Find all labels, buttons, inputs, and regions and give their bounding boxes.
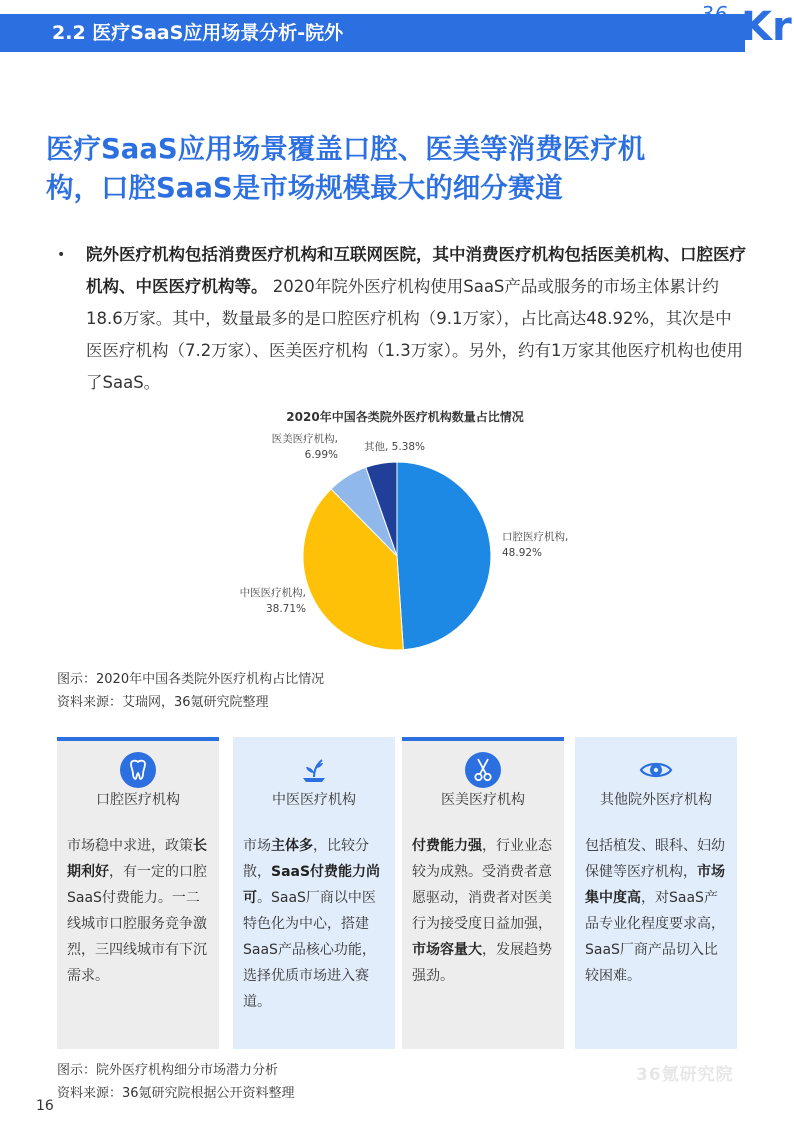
logo-text-num: 36 [701,2,729,26]
eye-icon [637,751,675,789]
card-text-highlight: 付费能力强 [412,838,482,854]
card-top-line [57,737,219,741]
pie-slice-label: 中医医疗机构, 38.71% [239,587,306,615]
card-text-segment: 市场 [243,838,271,854]
card-top-line [402,737,564,741]
logo-36kr [695,0,794,52]
pie-chart [220,428,600,678]
pie-slice-label: 口腔医疗机构, 48.92% [502,531,569,559]
cards-source: 资料来源：36氪研究院根据公开资料整理 [57,1086,295,1101]
logo-text-kr: Kr [741,4,792,50]
card-text-highlight: 市场集中度高 [585,864,725,906]
card-text-segment: ，有一定的口腔SaaS付费能力。一二线城市口腔服务竞争激烈，三四线城市有下沉需求。 [67,864,207,984]
card-text-segment: 。SaaS厂商以中医特色化为中心，搭建SaaS产品核心功能，选择优质市场进入赛道。 [243,890,376,1010]
bullet-normal-text: 2020年院外医疗机构使用SaaS产品或服务的市场主体累计约18.6万家。其中，数量最多的是口腔医疗机构（9.1万家），占比高达48.92%，其次是中医医疗机构（7.2万家）、医美医疗机构（1.3万家）。另外，约有1万家其他医疗机构也使用了SaaS。 [86,277,743,392]
tooth-icon [119,751,157,789]
card-text-segment: 包括植发、眼科、妇幼保健等医疗机构， [585,838,725,880]
card-text-segment: ，对SaaS产品专业化程度要求高，SaaS厂商产品切入比较困难。 [585,890,725,984]
chart-title: 2020年中国各类院外医疗机构数量占比情况 [286,410,524,424]
cards-caption: 图示：院外医疗机构细分市场潜力分析 [57,1063,279,1078]
bullet-bold-text: 院外医疗机构包括消费医疗机构和互联网医院，其中消费医疗机构包括医美机构、口腔医疗机构、中医医疗机构等。 [86,245,746,296]
section-title: 2.2 医疗SaaS应用场景分析-院外 [52,22,344,44]
card-text-segment: 市场稳中求进，政策 [67,838,193,854]
page-header [0,0,794,52]
chart-caption: 图示：2020年中国各类院外医疗机构占比情况 [57,672,325,687]
herb-icon [295,751,333,789]
card-text [243,833,389,1015]
card-aesthetic [402,737,564,1049]
pie-slice [397,462,491,650]
watermark: 36氪研究院 [636,1065,734,1085]
card-text-segment: ，行业业态较为成熟。受消费者意愿驱动，消费者对医美行为接受度日益加强， [412,838,552,932]
card-other [575,737,737,1049]
card-text-segment: ，发展趋势强劲。 [412,942,552,984]
card-text-highlight: 主体多 [271,838,313,854]
page-number: 16 [36,1098,54,1114]
pie-slice-label: 医美医疗机构, 6.99% [271,433,338,461]
bullet-paragraph [86,239,746,399]
card-text-highlight: 市场容量大 [412,942,482,958]
card-tcm [233,737,395,1049]
card-title: 其他院外医疗机构 [600,792,712,808]
card-title: 口腔医疗机构 [96,792,180,808]
scissors-icon [464,751,502,789]
card-text-highlight: SaaS付费能力尚可 [243,864,381,906]
headline-line-1: 医疗SaaS应用场景覆盖口腔、医美等消费医疗机 [46,133,646,165]
bullet-marker: • [57,247,66,263]
pie-slice-label: 其他, 5.38% [364,441,426,453]
card-oral [57,737,219,1049]
headline [46,130,746,208]
card-text [67,833,213,989]
headline-line-2: 构，口腔SaaS是市场规模最大的细分赛道 [46,172,563,204]
card-text-highlight: 长期利好 [67,838,207,880]
chart-source: 资料来源：艾瑞网，36氪研究院整理 [57,695,269,710]
card-text-segment: ，比较分散， [243,838,369,880]
card-title: 医美医疗机构 [441,792,525,808]
card-title: 中医医疗机构 [272,792,356,808]
card-text [585,833,731,989]
card-text [412,833,558,989]
